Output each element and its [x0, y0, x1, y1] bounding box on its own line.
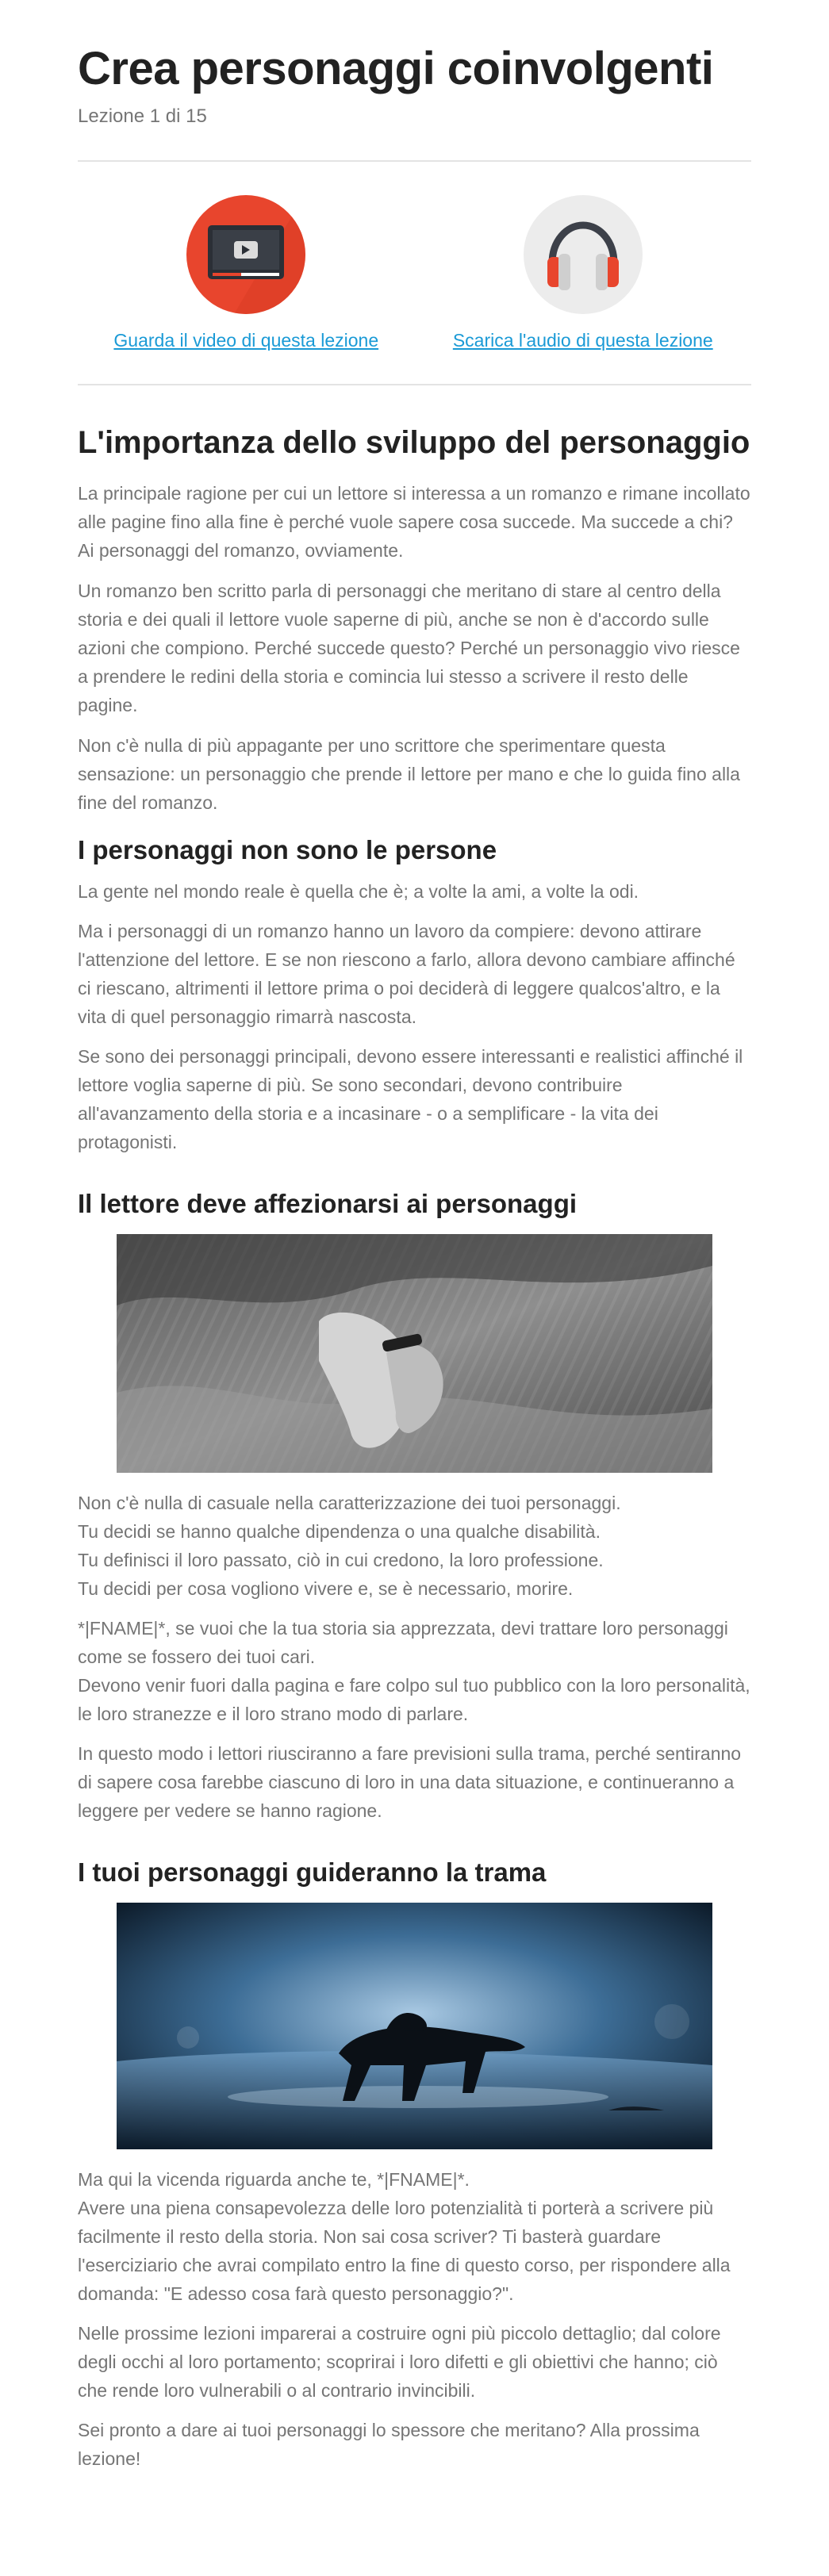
- paragraph: Un romanzo ben scritto parla di personaggi che meritano di stare al centro della storia e dei quali il lettore vuole saperne di più, anche se non è d'accordo sulle azioni che compiono. Perché succede questo? Perché un personaggio vivo riesce a prendere le redini della storia e comincia lui stesso a scrivere il resto delle pagine.: [78, 581, 740, 715]
- paragraph: Non c'è nulla di casuale nella caratterizzazione dei tuoi personaggi. Tu decidi se hanno qualche dipendenza o una qualche disabilità. Tu definisci il loro passato, ciò in cui credono, la loro professione. Tu decidi per cosa vogliono vivere e, se è necessario, morire.: [78, 1493, 621, 1599]
- watch-video-link[interactable]: Guarda il video di questa lezione: [113, 330, 379, 351]
- paragraph: Se sono dei personaggi principali, devono essere interessanti e realistici affinché il lettore voglia saperne di più. Se sono secondari, devono contribuire all'avanzamento della storia e a incasinare - o a semplificare - la vita dei protagonisti.: [78, 1046, 743, 1152]
- section-heading: I personaggi non sono le persone: [78, 835, 497, 864]
- divider: [78, 384, 751, 385]
- lesson-page: [78, 0, 751, 2473]
- hands-photo: [117, 1234, 712, 1473]
- paragraph: Non c'è nulla di più appagante per uno scrittore che sperimentare questa sensazione: un personaggio che prende il lettore per mano e che lo guida fino alla fine del romanzo.: [78, 735, 740, 813]
- paragraph: *|FNAME|*, se vuoi che la tua storia sia apprezzata, devi trattare loro personaggi come se fossero dei tuoi cari. Devono venir fuori dalla pagina e fare colpo sul tuo pubblico con la loro personalità, le loro stranezze e il loro strano modo di parlare.: [78, 1618, 750, 1724]
- silhouette-photo: [117, 1903, 712, 2149]
- video-play-icon[interactable]: [186, 195, 305, 314]
- media-row: [78, 162, 751, 384]
- download-audio-link[interactable]: Scarica l'audio di questa lezione: [452, 330, 713, 351]
- section-heading: Il lettore deve affezionarsi ai personaggi: [78, 1189, 578, 1218]
- paragraph: La principale ragione per cui un lettore si interessa a un romanzo e rimane incollato alle pagine fino alla fine è perché vuole sapere cosa succede. Ma succede a chi? Ai personaggi del romanzo, ovviamente.: [78, 483, 750, 561]
- paragraph: La gente nel mondo reale è quella che è; a volte la ami, a volte la odi.: [78, 881, 639, 902]
- lesson-progress: Lezione 1 di 15: [78, 105, 207, 127]
- audio-block: [415, 162, 752, 384]
- headphones-icon[interactable]: [524, 195, 643, 314]
- section-heading: I tuoi personaggi guideranno la trama: [78, 1857, 547, 1887]
- section-heading: L'importanza dello sviluppo del personaggio: [78, 425, 750, 460]
- paragraph: In questo modo i lettori riusciranno a fare previsioni sulla trama, perché sentiranno di sapere cosa farebbe ciascuno di loro in una data situazione, e continueranno a leggere per vedere se hanno ragione.: [78, 1743, 742, 1821]
- paragraph: Nelle prossime lezioni imparerai a costruire ogni più piccolo dettaglio; dal colore degli occhi al loro portamento; scoprirai i loro difetti e gli obiettivi che hanno; ciò che rende loro vulnerabili o al contrario invincibili.: [78, 2323, 721, 2401]
- paragraph: Sei pronto a dare ai tuoi personaggi lo spessore che meritano? Alla prossima lezione!: [78, 2420, 700, 2469]
- video-block: [78, 162, 415, 384]
- page-title: Crea personaggi coinvolgenti: [78, 43, 714, 94]
- paragraph: Ma qui la vicenda riguarda anche te, *|FNAME|*. Avere una piena consapevolezza delle loro potenzialità ti porterà a scrivere più facilmente il resto della storia. Non sai cosa scriver? Ti basterà guardare l'eserciziario che avrai compilato entro la fine di questo corso, per rispondere alla domanda: "E adesso cosa farà questo personaggio?".: [78, 2169, 731, 2304]
- paragraph: Ma i personaggi di un romanzo hanno un lavoro da compiere: devono attirare l'attenzione del lettore. E se non riescono a farlo, allora devono cambiare affinché ci riescano, altrimenti il lettore prima o poi deciderà di leggere qualcos'altro, e la vita di quel personaggio rimarrà nascosta.: [78, 921, 735, 1027]
